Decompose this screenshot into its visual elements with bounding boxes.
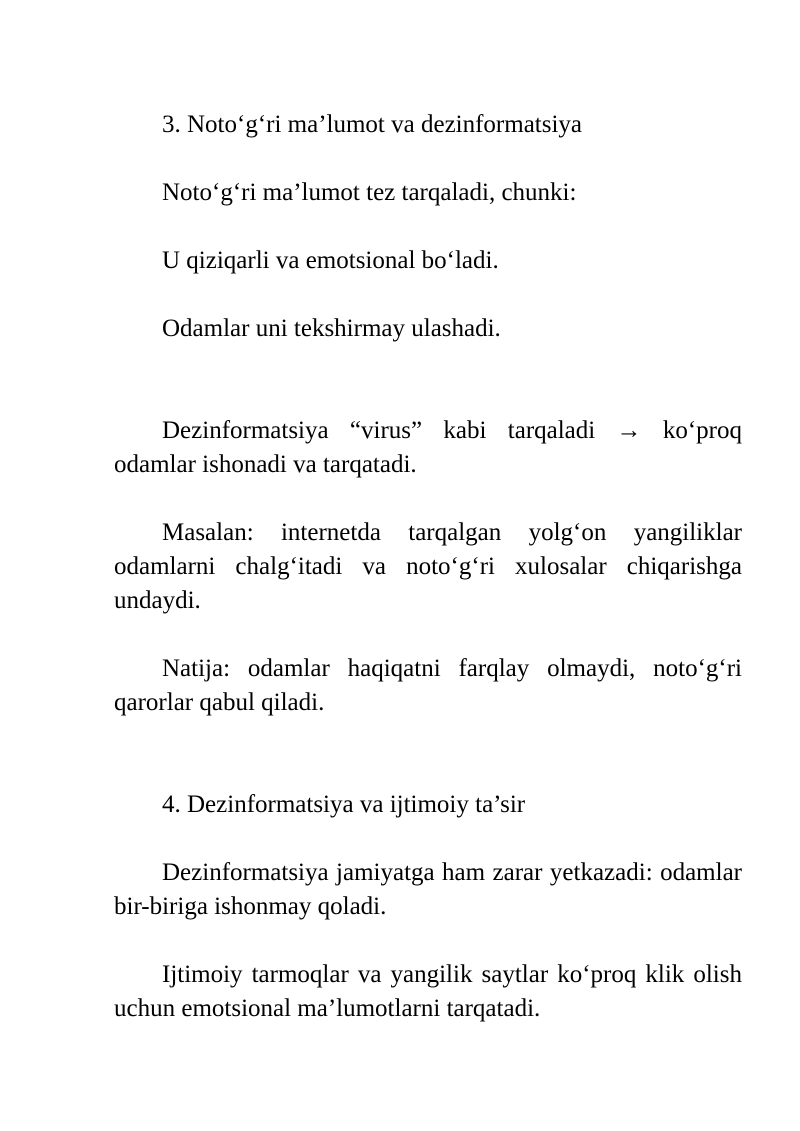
- paragraph: Ijtimoiy tarmoqlar va yangilik saytlar ko‘proq klik olish uchun emotsional ma’lumotlarni tarqatadi.: [114, 961, 742, 1022]
- paragraph: Masalan: internetda tarqalgan yolg‘on yangiliklar odamlarni chalg‘itadi va noto‘g‘ri xulosalar chiqarishga undaydi.: [114, 519, 742, 614]
- paragraph: Odamlar uni tekshirmay ulashadi.: [162, 315, 501, 342]
- paragraph: Natija: odamlar haqiqatni farqlay olmaydi, noto‘g‘ri qarorlar qabul qiladi.: [114, 655, 742, 716]
- paragraph: Dezinformatsiya “virus” kabi tarqaladi → ko‘proq odamlar ishonadi va tarqatadi.: [114, 417, 742, 478]
- section-heading: 3. Noto‘g‘ri ma’lumot va dezinformatsiya: [162, 111, 583, 138]
- paragraph: U qiziqarli va emotsional bo‘ladi.: [162, 247, 499, 274]
- section-heading: 4. Dezinformatsiya va ijtimoiy ta’sir: [162, 791, 526, 818]
- blank-line: [114, 380, 742, 414]
- paragraph: Dezinformatsiya jamiyatga ham zarar yetkazadi: odamlar bir-biriga ishonmay qoladi.: [114, 859, 742, 920]
- blank-line: [114, 754, 742, 788]
- document-body: [114, 108, 742, 1060]
- paragraph: Noto‘g‘ri ma’lumot tez tarqaladi, chunki:: [162, 179, 577, 206]
